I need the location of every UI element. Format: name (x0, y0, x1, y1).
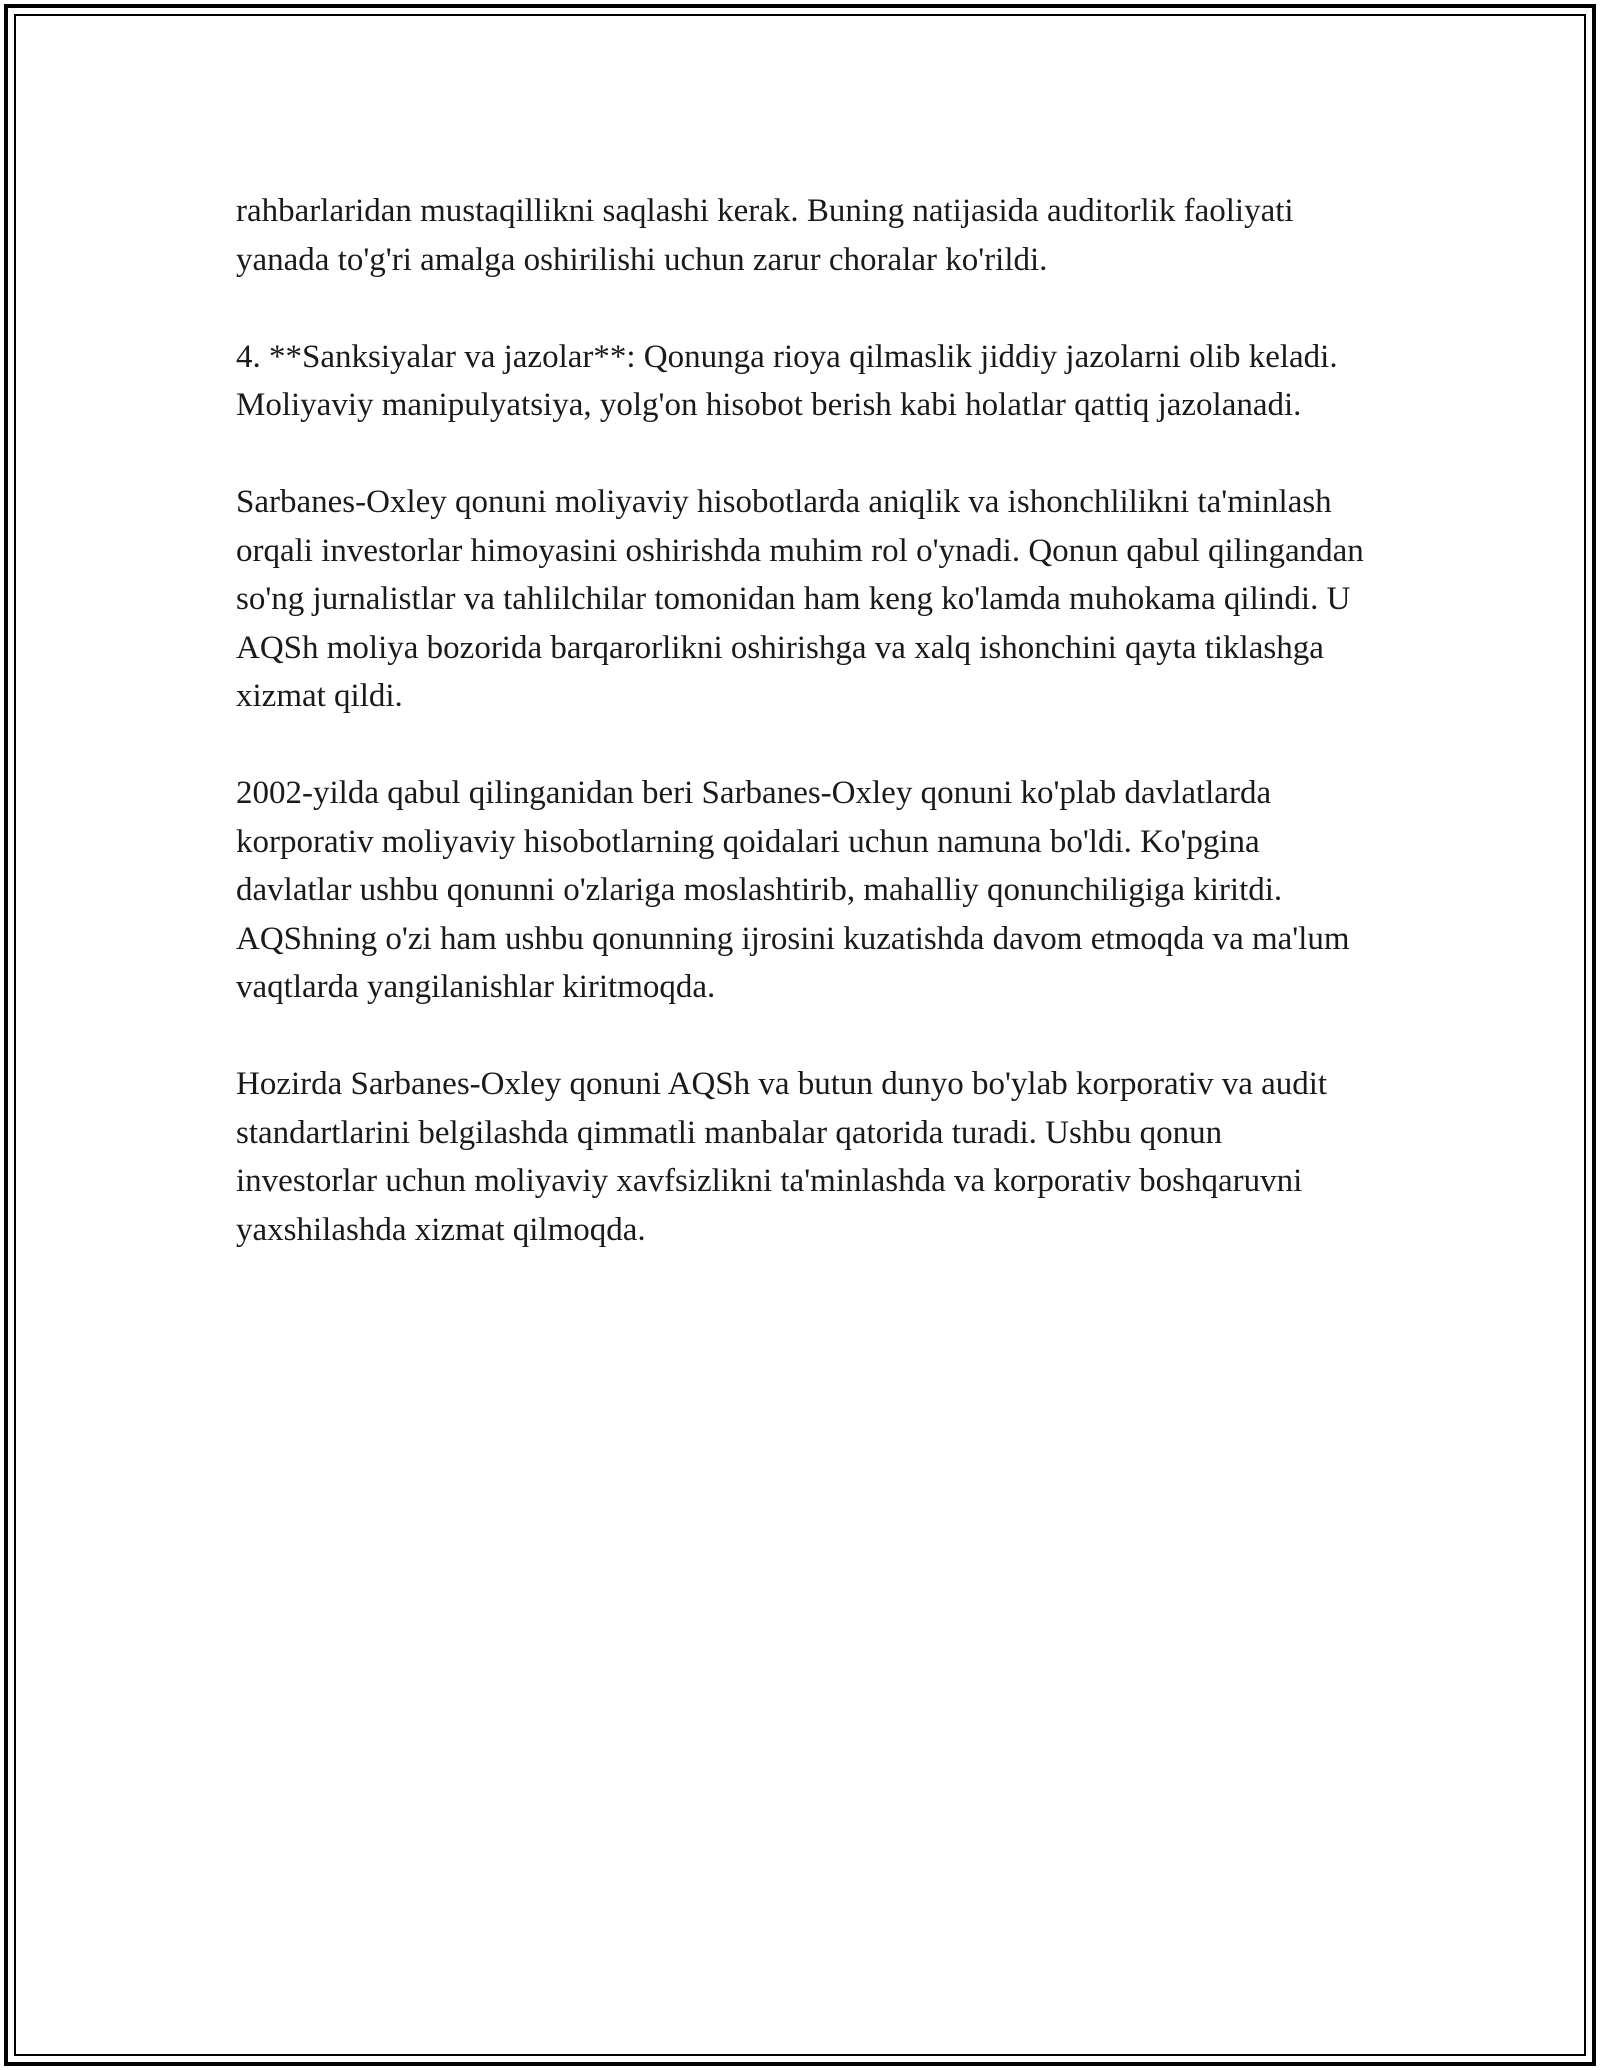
paragraph-investor-protection: Sarbanes-Oxley qonuni moliyaviy hisobotlarda aniqlik va ishonchlilikni ta'minlash orqali investorlar himoyasini oshirishda muhim rol o'ynadi. Qonun qabul qilingandan so'ng jurnalistlar va tahlilchilar tomonidan ham keng ko'lamda muhokama qilindi. U AQSh moliya bozorida barqarorlikni oshirishga va xalq ishonchini qayta tiklashga xizmat qildi. (236, 484, 1364, 714)
paragraph-current-status: Hozirda Sarbanes-Oxley qonuni AQSh va butun dunyo bo'ylab korporativ va audit standartlarini belgilashda qimmatli manbalar qatorida turadi. Ushbu qonun investorlar uchun moliyaviy xavfsizlikni ta'minlashda va korporativ boshqaruvni yaxshilashda xizmat qilmoqda. (236, 1066, 1328, 1248)
paragraph-international-model: 2002-yilda qabul qilinganidan beri Sarbanes-Oxley qonuni ko'plab davlatlarda korporativ moliyaviy hisobotlarning qoidalari uchun namuna bo'ldi. Ko'pgina davlatlar ushbu qonunni o'zlariga moslashtirib, mahalliy qonunchiligiga kiritdi. AQShning o'zi ham ushbu qonunning ijrosini kuzatishda davom etmoqda va ma'lum vaqtlarda yangilanishlar kiritmoqda. (236, 775, 1350, 1005)
paragraph-sanctions: 4. **Sanksiyalar va jazolar**: Qonunga rioya qilmaslik jiddiy jazolarni olib keladi. Moliyaviy manipulyatsiya, yolg'on hisobot berish kabi holatlar qattiq jazolanadi. (236, 338, 1338, 423)
document-body (236, 187, 1366, 1303)
paragraph-auditor-independence: rahbarlaridan mustaqillikni saqlashi kerak. Buning natijasida auditorlik faoliyati yanada to'g'ri amalga oshirilishi uchun zarur choralar ko'rildi. (236, 193, 1294, 278)
